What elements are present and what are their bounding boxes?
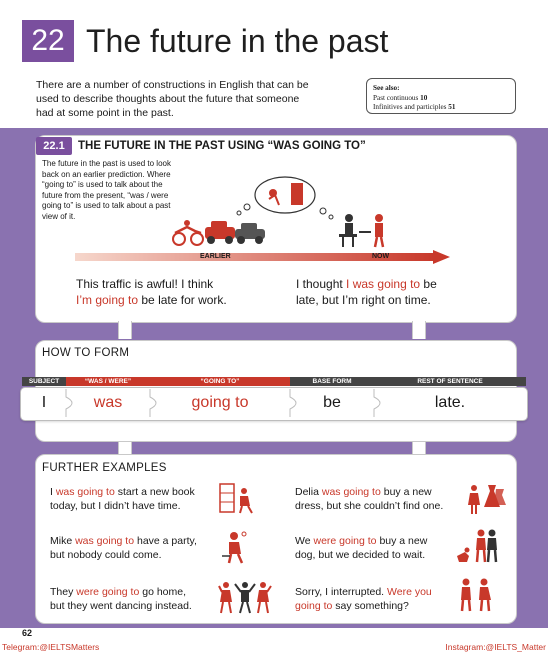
couple-dog-icon	[455, 528, 499, 564]
example-3-pre: Mike	[50, 535, 76, 547]
example-item	[295, 485, 465, 513]
example-4-highlight: were going to	[313, 535, 377, 547]
see-also-item-2-num: 51	[448, 103, 456, 111]
panel-connector	[412, 321, 426, 339]
see-also-item-1-num: 10	[420, 93, 428, 102]
thought-bubble-icon	[235, 175, 345, 225]
example-5-pre: They	[50, 586, 77, 598]
see-also-item-2: Infinitives and participles	[373, 103, 447, 111]
formula-was: was	[93, 394, 123, 411]
intro-text: There are a number of constructions in English that can be used to describe thoughts about the future that someone had at some point in the past.	[36, 79, 309, 119]
example-4-line2: dog, but we decided to wait.	[295, 549, 426, 561]
sentence-earlier-line1: This traffic is awful! I think	[76, 277, 214, 291]
example-1-line2: today, but I didn’t have time.	[50, 500, 181, 512]
timeline-now-label: NOW	[372, 253, 390, 260]
panel-connector	[412, 440, 426, 454]
chapter-title: The future in the past	[86, 23, 389, 59]
telegram-handle: Telegram:@IELTSMatters	[2, 642, 100, 652]
sad-person-icon	[220, 530, 252, 564]
sentence-earlier-highlight: I’m going to	[76, 293, 139, 307]
example-3-post: have a party,	[134, 535, 197, 547]
sentence-now-part1: I thought	[296, 277, 347, 291]
col-header-rest: REST OF SENTENCE	[374, 377, 526, 386]
further-examples-title: FURTHER EXAMPLES	[42, 462, 167, 474]
see-also-item-1: Past continuous	[373, 93, 419, 102]
reading-person-icon	[220, 484, 256, 514]
example-1-pre: I	[50, 486, 56, 498]
example-2-highlight: was going to	[321, 486, 381, 498]
example-item	[295, 534, 465, 562]
dancing-people-icon	[218, 580, 272, 614]
example-2-line2: dress, but she couldn’t find one.	[295, 500, 444, 512]
col-header-subject: SUBJECT	[22, 377, 66, 386]
how-to-form-title: HOW TO FORM	[42, 347, 130, 359]
sentence-now-line2: late, but I’m right on time.	[296, 293, 431, 307]
section-description: The future in the past is used to look back on an earlier prediction. Where “going to” is used to talk about the future from the present, “was / were going to” is used to talk about a past view of it.	[42, 159, 171, 221]
example-item	[50, 534, 220, 562]
example-item	[295, 585, 465, 613]
col-header-base-form: BASE FORM	[290, 377, 374, 386]
sentence-earlier-rest: be late for work.	[138, 293, 227, 307]
section-title: THE FUTURE IN THE PAST USING “WAS GOING TO”	[78, 140, 366, 152]
example-sentence-earlier	[76, 276, 276, 308]
example-2-pre: Delia	[295, 486, 322, 498]
example-3-highlight: was going to	[75, 535, 135, 547]
panel-connector	[118, 321, 132, 339]
page-number: 62	[22, 628, 33, 638]
example-1-post: start a new book	[114, 486, 195, 498]
col-header-going-to: “GOING TO”	[150, 377, 290, 386]
sentence-now-part2: be	[420, 277, 437, 291]
see-also-label: See also:	[373, 84, 400, 92]
formula-subject: I	[41, 394, 47, 411]
talking-people-icon	[456, 576, 496, 612]
panel-connector	[118, 440, 132, 454]
formula-base-form: be	[323, 394, 341, 411]
example-item	[50, 485, 220, 513]
dress-shopping-icon	[466, 483, 506, 515]
example-3-line2: but nobody could come.	[50, 549, 162, 561]
timeline-earlier-label: EARLIER	[200, 253, 231, 260]
timeline-arrow	[75, 250, 450, 264]
example-4-pre: We	[295, 535, 314, 547]
col-header-was-were: “WAS / WERE”	[66, 377, 150, 386]
see-also-box	[366, 78, 516, 114]
section-number: 22.1	[36, 137, 72, 155]
example-6-line2-highlight: going to	[295, 600, 333, 612]
formula-rest: late.	[434, 394, 466, 411]
example-5-highlight: were going to	[76, 586, 140, 598]
formula-going-to: going to	[191, 394, 249, 411]
example-2-post: buy a new	[380, 486, 432, 498]
example-6-pre: Sorry, I interrupted.	[295, 586, 388, 598]
example-1-highlight: was going to	[55, 486, 115, 498]
example-sentence-now	[296, 276, 506, 308]
office-worker-icon	[335, 212, 395, 248]
chapter-number: 22	[22, 20, 74, 62]
example-5-line2: but they went dancing instead.	[50, 600, 192, 612]
instagram-handle: Instagram:@IELTS_Matter	[445, 642, 546, 652]
example-6-highlight: Were you	[387, 586, 432, 598]
sentence-now-highlight: I was going to	[346, 277, 421, 291]
example-5-post: go home,	[139, 586, 187, 598]
example-item	[50, 585, 220, 613]
example-6-line2: say something?	[332, 600, 409, 612]
example-4-post: buy a new	[376, 535, 428, 547]
